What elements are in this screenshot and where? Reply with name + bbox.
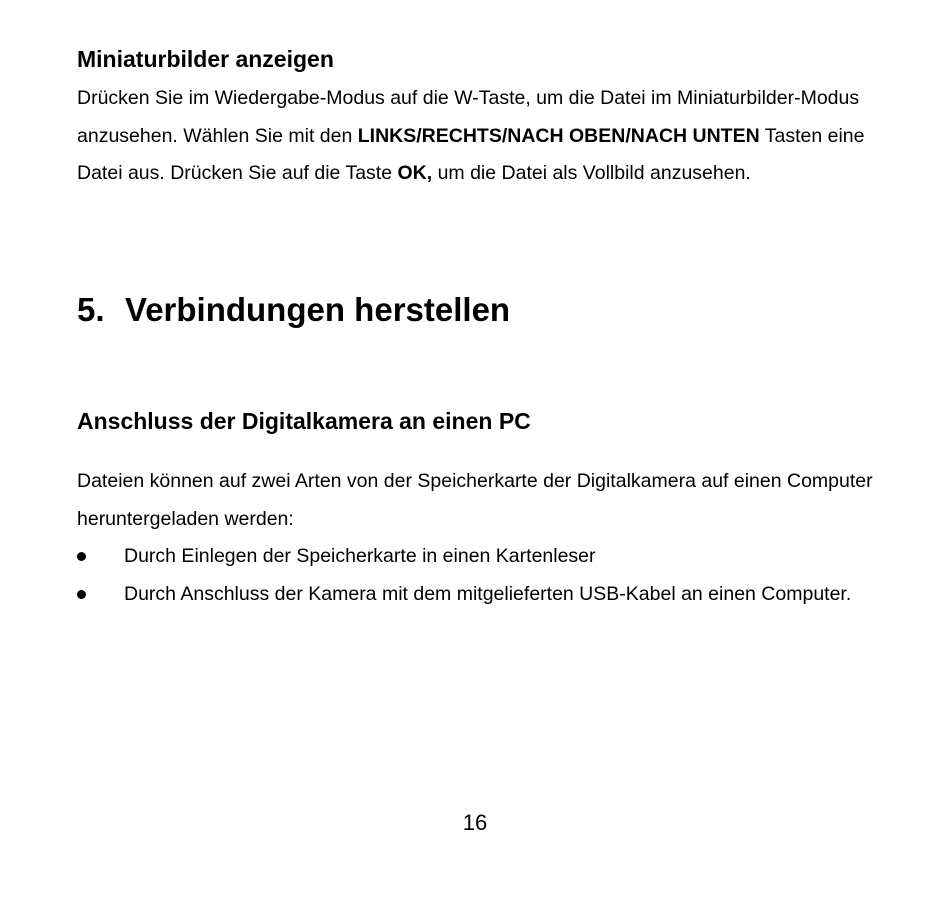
page-number: 16 [462, 810, 488, 835]
paragraph-text-part: Drücken Sie im Wiedergabe-Modus auf die W-Taste, um die Datei im Miniaturbilder-Modus anzusehen. Wählen Sie mit den [77, 87, 860, 147]
paragraph-thumbnails-text [77, 80, 879, 193]
section-heading-thumbnails: Miniaturbilder anzeigen [77, 46, 334, 72]
paragraph-bold-ok: OK, [397, 162, 433, 184]
section-thumbnails [77, 44, 879, 74]
section-heading-connect-pc: Anschluss der Digitalkamera an einen PC [77, 408, 531, 434]
chapter-number: 5. [77, 291, 105, 328]
paragraph-connect-intro-text: Dateien können auf zwei Arten von der Speicherkarte der Digitalkamera auf einen Computer heruntergeladen werden: [77, 470, 873, 530]
paragraph-thumbnails [77, 80, 879, 193]
paragraph-text-part: Tasten eine Datei aus. Drücken Sie auf die Taste [77, 124, 865, 184]
list-item [77, 538, 879, 576]
bullet-icon [77, 590, 86, 599]
bullet-icon [77, 552, 86, 561]
list-item [77, 576, 879, 614]
paragraph-text-part: um die Datei als Vollbild anzusehen. [432, 162, 751, 184]
list-item-text: Durch Einlegen der Speicherkarte in einen Kartenleser [124, 545, 596, 567]
paragraph-bold-keys: LINKS/RECHTS/NACH OBEN/NACH UNTEN [357, 124, 760, 147]
section-connect-pc [77, 406, 879, 436]
paragraph-connect-intro [77, 463, 879, 538]
list-item-text: Durch Anschluss der Kamera mit dem mitgelieferten USB-Kabel an einen Computer. [124, 582, 852, 605]
chapter-title: Verbindungen herstellen [125, 291, 511, 328]
chapter-heading [77, 288, 510, 332]
bullet-list [77, 538, 879, 613]
